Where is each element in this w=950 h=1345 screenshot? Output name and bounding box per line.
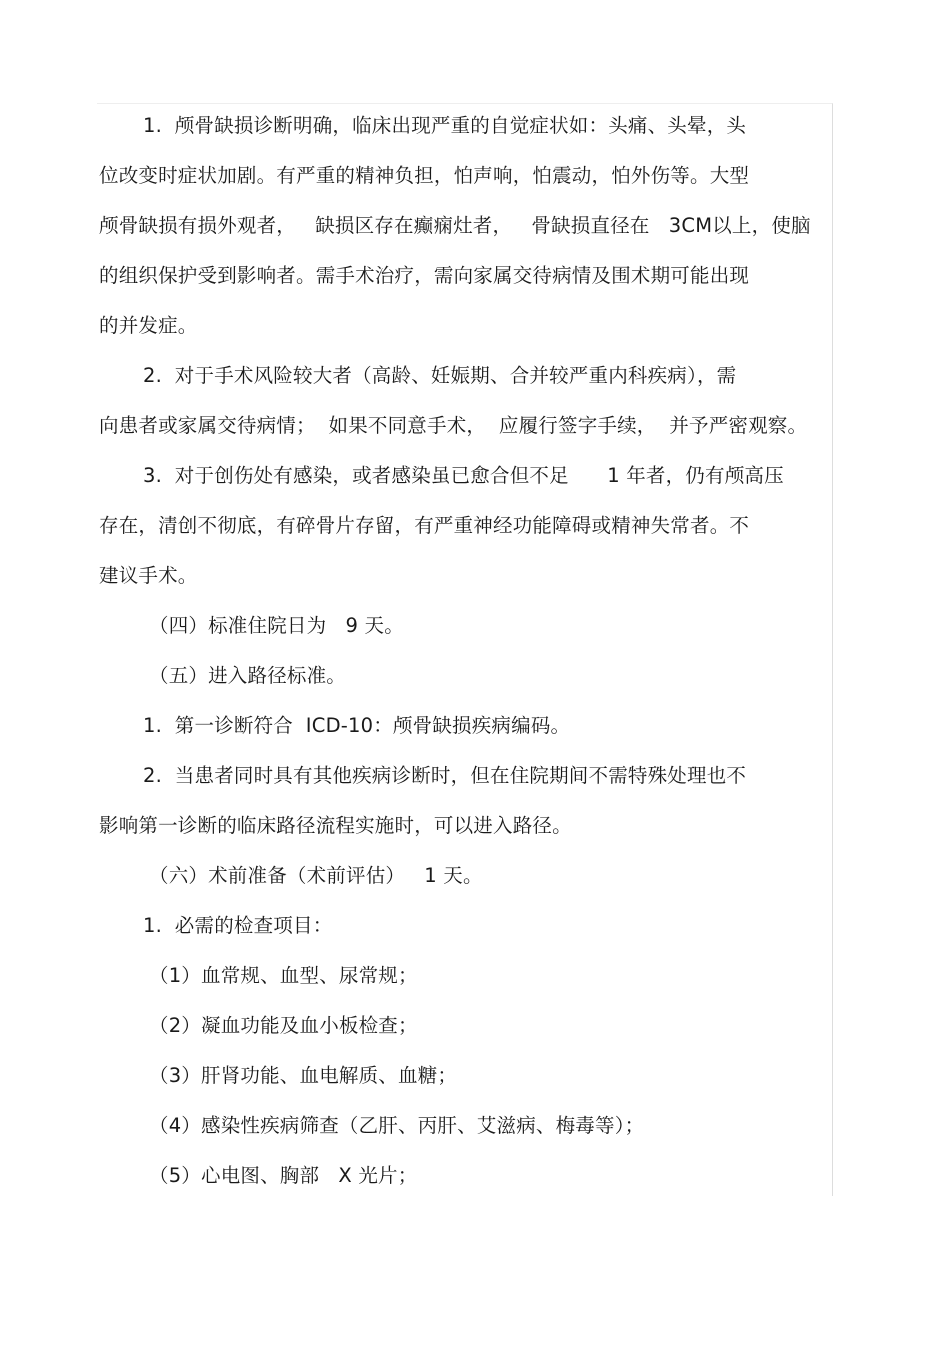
text-line: 3. 对于创伤处有感染，或者感染虽已愈合但不足 1 年者，仍有颅高压 xyxy=(143,464,784,487)
section-heading: （四）标准住院日为 9 天。 xyxy=(149,614,404,637)
text-line: 建议手术。 xyxy=(99,564,198,587)
list-item: （2）凝血功能及血小板检查； xyxy=(149,1014,418,1037)
text-line: 位改变时症状加剧。有严重的精神负担，怕声响，怕震动，怕外伤等。大型 xyxy=(99,164,750,187)
text-line: 的组织保护受到影响者。需手术治疗，需向家属交待病情及围术期可能出现 xyxy=(99,264,750,287)
text-line: 1. 必需的检查项目： xyxy=(143,914,333,937)
section-heading: （六）术前准备（术前评估） 1 天。 xyxy=(149,864,483,887)
text-line: 颅骨缺损有损外观者， 缺损区存在癫痫灶者， 骨缺损直径在 3CM以上，使脑 xyxy=(99,214,811,237)
section-heading: （五）进入路径标准。 xyxy=(149,664,347,687)
text-line: 影响第一诊断的临床路径流程实施时，可以进入路径。 xyxy=(99,814,572,837)
text-line: 1. 颅骨缺损诊断明确，临床出现严重的自觉症状如：头痛、头晕，头 xyxy=(143,114,747,137)
list-item: （1）血常规、血型、尿常规； xyxy=(149,964,418,987)
text-line: 2. 当患者同时具有其他疾病诊断时，但在住院期间不需特殊处理也不 xyxy=(143,764,747,787)
text-line: 存在，清创不彻底，有碎骨片存留，有严重神经功能障碍或精神失常者。不 xyxy=(99,514,750,537)
list-item: （5）心电图、胸部 X 光片； xyxy=(149,1164,418,1187)
text-line: 1. 第一诊断符合 ICD-10：颅骨缺损疾病编码。 xyxy=(143,714,571,737)
list-item: （4）感染性疾病筛查（乙肝、丙肝、艾滋病、梅毒等）； xyxy=(149,1114,645,1137)
list-item: （3）肝肾功能、血电解质、血糖； xyxy=(149,1064,458,1087)
text-line: 向患者或家属交待病情； 如果不同意手术， 应履行签字手续， 并予严密观察。 xyxy=(99,414,808,437)
text-line: 的并发症。 xyxy=(99,314,198,337)
text-line: 2. 对于手术风险较大者（高龄、妊娠期、合并较严重内科疾病），需 xyxy=(143,364,737,387)
